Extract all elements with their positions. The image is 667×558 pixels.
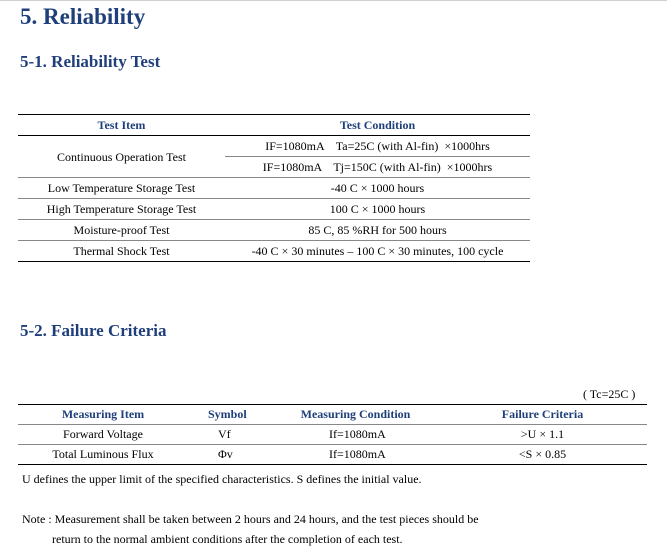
table-row xyxy=(18,220,530,241)
table-header-row xyxy=(18,115,530,136)
table-row xyxy=(18,445,647,465)
test-condition-cell: -40 C × 1000 hours xyxy=(225,178,530,199)
table-row xyxy=(18,241,530,262)
definition-text: U defines the upper limit of the specified characteristics. S defines the initial value. xyxy=(22,472,422,486)
symbol-cell: Vf xyxy=(188,425,273,445)
symbol-cell: Φv xyxy=(188,445,273,465)
test-condition-cell: IF=1080mA Ta=25C (with Al-fin) ×1000hrs xyxy=(225,136,530,157)
table-row xyxy=(18,136,530,157)
measuring-item-cell: Total Luminous Flux xyxy=(18,445,188,465)
reliability-test-table xyxy=(18,114,530,262)
table-row xyxy=(18,425,647,445)
top-divider xyxy=(0,0,667,1)
failure-criteria-cell: <S × 0.85 xyxy=(438,445,647,465)
section-title: 5. Reliability xyxy=(20,4,146,29)
failure-criteria-heading: 5-2. Failure Criteria xyxy=(20,321,167,340)
measuring-condition-cell: If=1080mA xyxy=(273,445,438,465)
header-test-condition: Test Condition xyxy=(225,115,530,136)
measuring-item-cell: Forward Voltage xyxy=(18,425,188,445)
test-item-cell: Moisture-proof Test xyxy=(18,220,225,241)
header-measuring-item: Measuring Item xyxy=(18,405,188,425)
tc-note: ( Tc=25C ) xyxy=(583,387,636,401)
test-condition-cell: 100 C × 1000 hours xyxy=(225,199,530,220)
header-failure-criteria: Failure Criteria xyxy=(438,405,647,425)
measuring-condition-cell: If=1080mA xyxy=(273,425,438,445)
failure-criteria-cell: >U × 1.1 xyxy=(438,425,647,445)
test-condition-cell: IF=1080mA Tj=150C (with Al-fin) ×1000hrs xyxy=(225,157,530,178)
header-measuring-condition: Measuring Condition xyxy=(273,405,438,425)
test-item-cell: Continuous Operation Test xyxy=(18,136,225,178)
test-item-cell: Thermal Shock Test xyxy=(18,241,225,262)
failure-criteria-table xyxy=(18,404,647,465)
table-header-row xyxy=(18,405,647,425)
note-line-1: Note : Measurement shall be taken between 2 hours and 24 hours, and the test pieces should be xyxy=(22,512,479,526)
test-item-cell: Low Temperature Storage Test xyxy=(18,178,225,199)
test-condition-cell: -40 C × 30 minutes – 100 C × 30 minutes, 100 cycle xyxy=(225,241,530,262)
note-line-2: return to the normal ambient conditions after the completion of each test. xyxy=(52,532,403,546)
table-row xyxy=(18,178,530,199)
header-test-item: Test Item xyxy=(18,115,225,136)
reliability-test-heading: 5-1. Reliability Test xyxy=(20,52,161,71)
table-row xyxy=(18,199,530,220)
header-symbol: Symbol xyxy=(188,405,273,425)
test-item-cell: High Temperature Storage Test xyxy=(18,199,225,220)
test-condition-cell: 85 C, 85 %RH for 500 hours xyxy=(225,220,530,241)
